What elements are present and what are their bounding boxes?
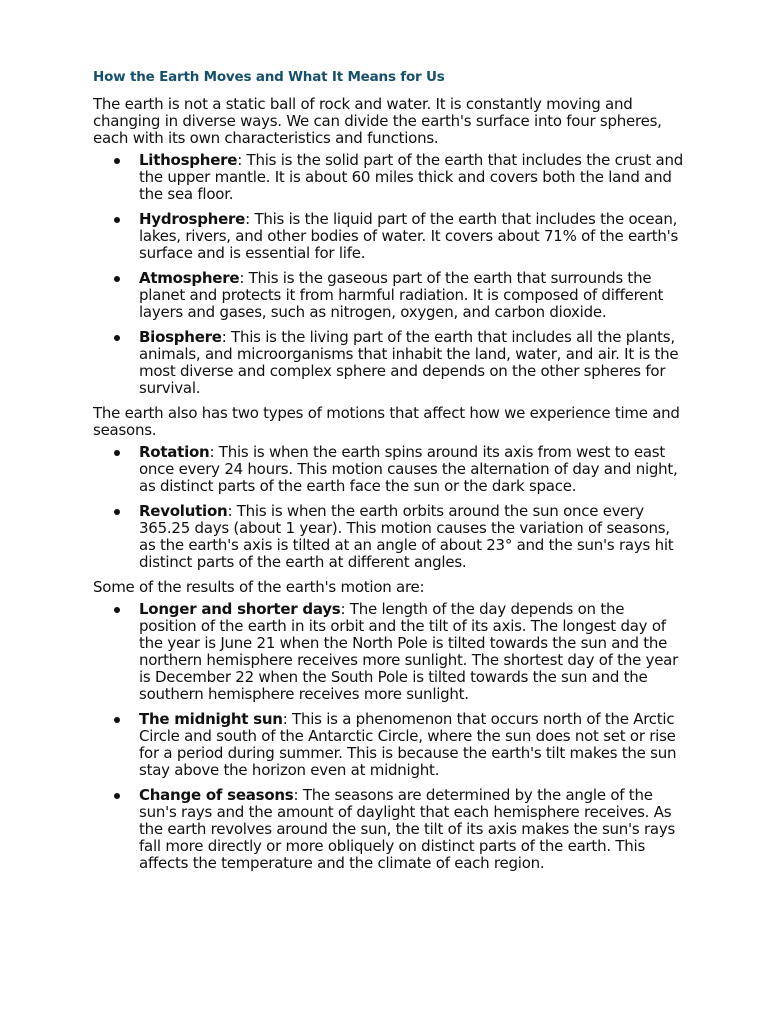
intro-paragraph: The earth is not a static ball of rock and water. It is constantly moving and changing in diverse ways. We can divide the earth's surface into four spheres, each with its own characteristics and functions. <box>93 95 662 147</box>
list-item <box>93 211 683 262</box>
motions-intro-paragraph: The earth also has two types of motions that affect how we experience time and seasons. <box>93 404 680 439</box>
list-item-term: The midnight sun <box>139 710 283 728</box>
bullet-icon <box>114 450 120 456</box>
motions-list <box>93 444 683 571</box>
bullet-icon <box>114 509 120 515</box>
bullet-icon <box>114 335 120 341</box>
bullet-icon <box>114 217 120 223</box>
list-item-term: Lithosphere <box>139 151 238 169</box>
list-item <box>93 787 683 872</box>
bullet-icon <box>114 158 120 164</box>
list-item <box>93 711 683 779</box>
list-item-text: : This is when the earth orbits around the sun once every 365.25 days (about 1 year). This motion causes the variation of seasons, as the earth's axis is tilted at an angle of about 23° and the sun's rays hit distinct parts of the earth at different angles. <box>139 502 674 571</box>
bullet-icon <box>114 717 120 723</box>
list-item <box>93 152 683 203</box>
list-item-text: : This is the living part of the earth that includes all the plants, animals, and microorganisms that inhabit the land, water, and air. It is the most diverse and complex sphere and depends on the other spheres for survival. <box>139 328 679 397</box>
list-item-text: : This is the gaseous part of the earth that surrounds the planet and protects it from harmful radiation. It is composed of different layers and gases, such as nitrogen, oxygen, and carbon dioxide. <box>139 269 664 321</box>
list-item <box>93 503 683 571</box>
list-item-term: Atmosphere <box>139 269 240 287</box>
list-item-term: Longer and shorter days <box>139 600 341 618</box>
list-item-term: Hydrosphere <box>139 210 246 228</box>
results-list <box>93 601 683 872</box>
bullet-icon <box>114 607 120 613</box>
list-item <box>93 601 683 703</box>
list-item-term: Rotation <box>139 443 210 461</box>
list-item-text: : This is the liquid part of the earth that includes the ocean, lakes, rivers, and other bodies of water. It covers about 71% of the earth's surface and is essential for life. <box>139 210 679 262</box>
list-item-term: Revolution <box>139 502 228 520</box>
list-item-text: : This is the solid part of the earth that includes the crust and the upper mantle. It is about 60 miles thick and covers both the land and the sea floor. <box>139 151 683 203</box>
list-item-text: : The length of the day depends on the position of the earth in its orbit and the tilt of its axis. The longest day of the year is June 21 when the North Pole is tilted towards the sun and the northern hemisphere receives more sunlight. The shortest day of the year is December 22 when the South Pole is tilted towards the sun and the southern hemisphere receives more sunlight. <box>139 600 679 703</box>
document-page <box>93 68 683 880</box>
list-item-term: Change of seasons <box>139 786 294 804</box>
document-title: How the Earth Moves and What It Means for Us <box>93 69 445 85</box>
list-item-text: : This is a phenomenon that occurs north of the Arctic Circle and south of the Antarctic Circle, where the sun does not set or rise for a period during summer. This is because the earth's tilt makes the sun stay above the horizon even at midnight. <box>139 710 677 779</box>
list-item-term: Biosphere <box>139 328 222 346</box>
list-item <box>93 270 683 321</box>
list-item <box>93 329 683 397</box>
list-item-text: : The seasons are determined by the angle of the sun's rays and the amount of daylight that each hemisphere receives. As the earth revolves around the sun, the tilt of its axis makes the sun's rays fall more directly or more obliquely on distinct parts of the earth. This affects the temperature and the climate of each region. <box>139 786 676 872</box>
results-intro-paragraph: Some of the results of the earth's motion are: <box>93 578 425 596</box>
list-item <box>93 444 683 495</box>
bullet-icon <box>114 276 120 282</box>
spheres-list <box>93 152 683 397</box>
bullet-icon <box>114 793 120 799</box>
list-item-text: : This is when the earth spins around its axis from west to east once every 24 hours. This motion causes the alternation of day and night, as distinct parts of the earth face the sun or the dark space. <box>139 443 678 495</box>
